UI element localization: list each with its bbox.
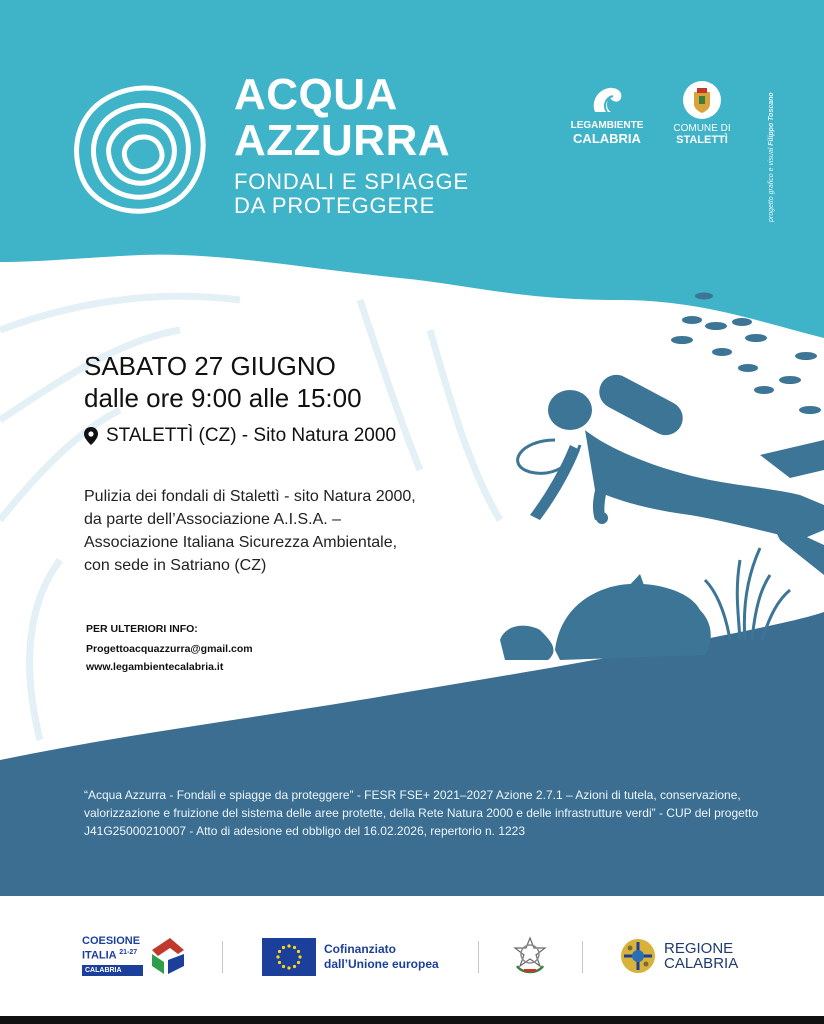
legambiente-logo xyxy=(562,82,652,146)
title-line-2: AZZURRA xyxy=(234,116,451,165)
eu-cofinanced-logo xyxy=(262,937,439,977)
legambiente-swan-icon xyxy=(587,82,627,118)
logo-separator xyxy=(582,941,583,973)
title-line-1: ACQUA xyxy=(234,70,398,119)
logo-separator xyxy=(222,941,223,973)
event-title xyxy=(234,72,450,164)
coesione-italia-logo xyxy=(82,936,192,980)
design-credit xyxy=(768,92,775,222)
coesione-region: CALABRIA xyxy=(82,965,143,976)
eu-flag-icon xyxy=(262,938,316,976)
contact-info xyxy=(86,620,253,676)
event-subtitle xyxy=(234,170,469,218)
regione-line-1: REGIONE xyxy=(664,940,734,957)
subtitle-line-1: FONDALI E SPIAGGE xyxy=(234,169,469,194)
comune-line-2: STALETTÌ xyxy=(676,134,728,146)
contact-email[interactable]: Progettoacquazzurra@gmail.com xyxy=(86,643,253,655)
comune-line-1: COMUNE DI xyxy=(673,123,731,134)
coesione-line-1: COESIONE xyxy=(82,935,141,947)
funding-disclaimer: “Acqua Azzurra - Fondali e spiagge da proteggere” - FESR FSE+ 2021–2027 Azione 2.7.1 – Azioni di tutela, conservazione, valorizzazione e fruizione del sistema delle aree protette, della Rete Natura 2000 e delle infrastrutture verdi” - CUP del progetto J41G25000210007 - Atto di adesione ed obbligo del 16.02.2026, repertorio n. 1223 xyxy=(84,788,759,838)
logo-separator xyxy=(478,941,479,973)
comune-crest-icon xyxy=(682,80,722,120)
map-pin-icon xyxy=(84,427,98,445)
sponsor-logos-strip xyxy=(0,896,824,1016)
event-description: Pulizia dei fondali di Stalettì - sito Natura 2000, da parte dell’Associazione A.I.S.A. – Associazione Italiana Sicurezza Ambientale, con sede in Satriano (CZ) xyxy=(84,488,416,574)
event-location xyxy=(84,425,396,447)
credit-name: Filippo Toscano xyxy=(768,92,775,146)
contact-website[interactable]: www.legambientecalabria.it xyxy=(86,661,224,673)
subtitle-line-2: DA PROTEGGERE xyxy=(234,193,436,218)
eu-line-2: dall’Unione europea xyxy=(324,957,439,971)
regione-line-2: CALABRIA xyxy=(664,955,739,972)
event-date xyxy=(84,350,362,414)
coesione-line-2: ITALIA xyxy=(82,949,117,962)
contact-heading: PER ULTERIORI INFO: xyxy=(86,623,198,635)
regione-calabria-crest-icon xyxy=(620,938,656,974)
legambiente-line-2: CALABRIA xyxy=(573,131,641,146)
coesione-years: 21-27 xyxy=(119,949,138,956)
legambiente-line-1: LEGAMBIENTE xyxy=(570,120,644,131)
event-date-time: dalle ore 9:00 alle 15:00 xyxy=(84,383,362,413)
event-date-day: SABATO 27 GIUGNO xyxy=(84,351,336,381)
credit-prefix: progetto grafico e visual xyxy=(768,147,775,222)
regione-calabria-logo xyxy=(620,936,738,976)
coesione-arrow-icon xyxy=(148,936,188,976)
bottom-bar xyxy=(0,1016,824,1024)
eu-line-1: Cofinanziato xyxy=(324,942,396,956)
comune-staletti-logo xyxy=(664,80,740,146)
event-location-text: STALETTÌ (CZ) - Sito Natura 2000 xyxy=(106,425,397,446)
italian-republic-emblem-icon xyxy=(512,936,548,976)
